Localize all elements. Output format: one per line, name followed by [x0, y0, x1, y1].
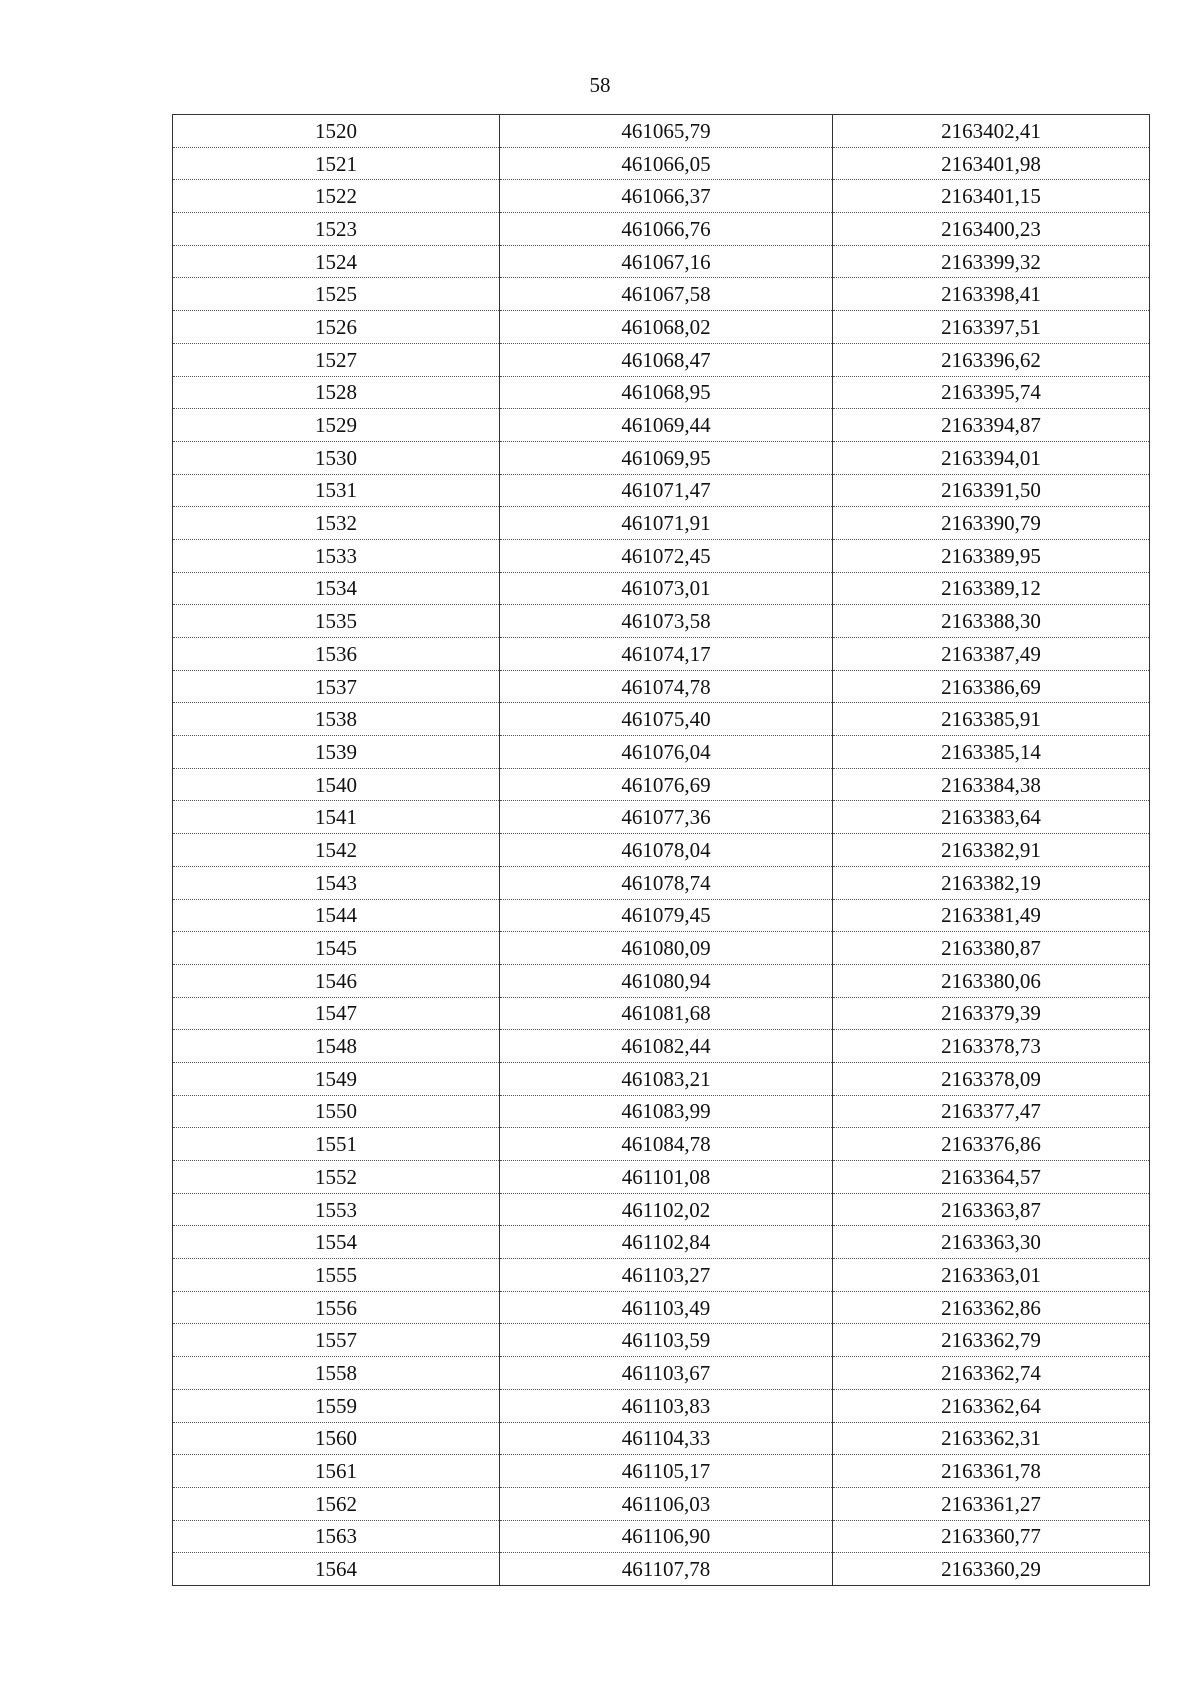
point-number-cell: 1553	[173, 1193, 500, 1226]
point-number-cell: 1522	[173, 180, 500, 213]
x-coordinate-cell: 461104,33	[500, 1422, 833, 1455]
x-coordinate-cell: 461074,78	[500, 670, 833, 703]
y-coordinate-cell: 2163385,14	[833, 736, 1150, 769]
y-coordinate-cell: 2163363,30	[833, 1226, 1150, 1259]
point-number-cell: 1530	[173, 441, 500, 474]
table-row	[173, 1226, 1150, 1259]
table-row	[173, 311, 1150, 344]
y-coordinate-cell: 2163377,47	[833, 1095, 1150, 1128]
table-row	[173, 1128, 1150, 1161]
table-row	[173, 245, 1150, 278]
x-coordinate-cell: 461076,04	[500, 736, 833, 769]
x-coordinate-cell: 461102,02	[500, 1193, 833, 1226]
table-row	[173, 376, 1150, 409]
x-coordinate-cell: 461075,40	[500, 703, 833, 736]
table-row	[173, 703, 1150, 736]
table-row	[173, 1062, 1150, 1095]
y-coordinate-cell: 2163385,91	[833, 703, 1150, 736]
x-coordinate-cell: 461106,90	[500, 1520, 833, 1553]
table-row	[173, 736, 1150, 769]
x-coordinate-cell: 461066,05	[500, 147, 833, 180]
y-coordinate-cell: 2163363,01	[833, 1259, 1150, 1292]
y-coordinate-cell: 2163401,98	[833, 147, 1150, 180]
point-number-cell: 1557	[173, 1324, 500, 1357]
x-coordinate-cell: 461102,84	[500, 1226, 833, 1259]
x-coordinate-cell: 461103,27	[500, 1259, 833, 1292]
table-row	[173, 801, 1150, 834]
y-coordinate-cell: 2163382,91	[833, 834, 1150, 867]
page-number: 58	[589, 73, 611, 97]
x-coordinate-cell: 461103,67	[500, 1357, 833, 1390]
y-coordinate-cell: 2163401,15	[833, 180, 1150, 213]
x-coordinate-cell: 461073,58	[500, 605, 833, 638]
y-coordinate-cell: 2163381,49	[833, 899, 1150, 932]
table-row	[173, 997, 1150, 1030]
point-number-cell: 1527	[173, 343, 500, 376]
point-number-cell: 1539	[173, 736, 500, 769]
table-row	[173, 507, 1150, 540]
point-number-cell: 1521	[173, 147, 500, 180]
point-number-cell: 1535	[173, 605, 500, 638]
table-row	[173, 964, 1150, 997]
x-coordinate-cell: 461105,17	[500, 1455, 833, 1488]
x-coordinate-cell: 461065,79	[500, 115, 833, 148]
point-number-cell: 1551	[173, 1128, 500, 1161]
y-coordinate-cell: 2163396,62	[833, 343, 1150, 376]
y-coordinate-cell: 2163391,50	[833, 474, 1150, 507]
point-number-cell: 1552	[173, 1161, 500, 1194]
x-coordinate-cell: 461107,78	[500, 1553, 833, 1586]
x-coordinate-cell: 461066,37	[500, 180, 833, 213]
x-coordinate-cell: 461078,04	[500, 834, 833, 867]
table-row	[173, 1422, 1150, 1455]
y-coordinate-cell: 2163360,77	[833, 1520, 1150, 1553]
point-number-cell: 1554	[173, 1226, 500, 1259]
table-row	[173, 1259, 1150, 1292]
table-row	[173, 932, 1150, 965]
y-coordinate-cell: 2163362,74	[833, 1357, 1150, 1390]
y-coordinate-cell: 2163384,38	[833, 768, 1150, 801]
y-coordinate-cell: 2163361,78	[833, 1455, 1150, 1488]
y-coordinate-cell: 2163386,69	[833, 670, 1150, 703]
y-coordinate-cell: 2163362,31	[833, 1422, 1150, 1455]
table-row	[173, 115, 1150, 148]
table-row	[173, 1291, 1150, 1324]
point-number-cell: 1533	[173, 539, 500, 572]
x-coordinate-cell: 461068,95	[500, 376, 833, 409]
y-coordinate-cell: 2163362,86	[833, 1291, 1150, 1324]
point-number-cell: 1556	[173, 1291, 500, 1324]
table-row	[173, 180, 1150, 213]
x-coordinate-cell: 461078,74	[500, 866, 833, 899]
y-coordinate-cell: 2163362,64	[833, 1389, 1150, 1422]
table-row	[173, 1357, 1150, 1390]
table-row	[173, 1161, 1150, 1194]
point-number-cell: 1561	[173, 1455, 500, 1488]
point-number-cell: 1564	[173, 1553, 500, 1586]
y-coordinate-cell: 2163378,09	[833, 1062, 1150, 1095]
table-row	[173, 1193, 1150, 1226]
x-coordinate-cell: 461068,02	[500, 311, 833, 344]
table-row	[173, 343, 1150, 376]
x-coordinate-cell: 461067,16	[500, 245, 833, 278]
table-row	[173, 605, 1150, 638]
table-row	[173, 1487, 1150, 1520]
y-coordinate-cell: 2163387,49	[833, 638, 1150, 671]
y-coordinate-cell: 2163397,51	[833, 311, 1150, 344]
point-number-cell: 1532	[173, 507, 500, 540]
y-coordinate-cell: 2163383,64	[833, 801, 1150, 834]
point-number-cell: 1528	[173, 376, 500, 409]
x-coordinate-cell: 461079,45	[500, 899, 833, 932]
point-number-cell: 1558	[173, 1357, 500, 1390]
y-coordinate-cell: 2163378,73	[833, 1030, 1150, 1063]
table-row	[173, 834, 1150, 867]
y-coordinate-cell: 2163380,87	[833, 932, 1150, 965]
point-number-cell: 1545	[173, 932, 500, 965]
y-coordinate-cell: 2163382,19	[833, 866, 1150, 899]
point-number-cell: 1542	[173, 834, 500, 867]
table-row	[173, 1095, 1150, 1128]
y-coordinate-cell: 2163361,27	[833, 1487, 1150, 1520]
x-coordinate-cell: 461101,08	[500, 1161, 833, 1194]
x-coordinate-cell: 461082,44	[500, 1030, 833, 1063]
x-coordinate-cell: 461071,47	[500, 474, 833, 507]
table-row	[173, 572, 1150, 605]
point-number-cell: 1538	[173, 703, 500, 736]
y-coordinate-cell: 2163398,41	[833, 278, 1150, 311]
table-row	[173, 1030, 1150, 1063]
x-coordinate-cell: 461072,45	[500, 539, 833, 572]
y-coordinate-cell: 2163360,29	[833, 1553, 1150, 1586]
point-number-cell: 1559	[173, 1389, 500, 1422]
table-row	[173, 278, 1150, 311]
table-row	[173, 1324, 1150, 1357]
table-row	[173, 866, 1150, 899]
x-coordinate-cell: 461068,47	[500, 343, 833, 376]
y-coordinate-cell: 2163389,12	[833, 572, 1150, 605]
point-number-cell: 1529	[173, 409, 500, 442]
y-coordinate-cell: 2163376,86	[833, 1128, 1150, 1161]
y-coordinate-cell: 2163400,23	[833, 213, 1150, 246]
y-coordinate-cell: 2163399,32	[833, 245, 1150, 278]
table-row	[173, 1455, 1150, 1488]
point-number-cell: 1544	[173, 899, 500, 932]
table-row	[173, 147, 1150, 180]
y-coordinate-cell: 2163402,41	[833, 115, 1150, 148]
y-coordinate-cell: 2163362,79	[833, 1324, 1150, 1357]
x-coordinate-cell: 461074,17	[500, 638, 833, 671]
point-number-cell: 1536	[173, 638, 500, 671]
point-number-cell: 1563	[173, 1520, 500, 1553]
x-coordinate-cell: 461103,59	[500, 1324, 833, 1357]
y-coordinate-cell: 2163389,95	[833, 539, 1150, 572]
table-row	[173, 638, 1150, 671]
point-number-cell: 1549	[173, 1062, 500, 1095]
point-number-cell: 1540	[173, 768, 500, 801]
y-coordinate-cell: 2163363,87	[833, 1193, 1150, 1226]
table-row	[173, 441, 1150, 474]
point-number-cell: 1520	[173, 115, 500, 148]
y-coordinate-cell: 2163380,06	[833, 964, 1150, 997]
point-number-cell: 1526	[173, 311, 500, 344]
x-coordinate-cell: 461071,91	[500, 507, 833, 540]
x-coordinate-cell: 461069,95	[500, 441, 833, 474]
point-number-cell: 1531	[173, 474, 500, 507]
x-coordinate-cell: 461067,58	[500, 278, 833, 311]
table-row	[173, 768, 1150, 801]
x-coordinate-cell: 461080,09	[500, 932, 833, 965]
y-coordinate-cell: 2163394,01	[833, 441, 1150, 474]
point-number-cell: 1548	[173, 1030, 500, 1063]
x-coordinate-cell: 461083,21	[500, 1062, 833, 1095]
y-coordinate-cell: 2163388,30	[833, 605, 1150, 638]
x-coordinate-cell: 461084,78	[500, 1128, 833, 1161]
point-number-cell: 1525	[173, 278, 500, 311]
table-row	[173, 213, 1150, 246]
y-coordinate-cell: 2163394,87	[833, 409, 1150, 442]
y-coordinate-cell: 2163364,57	[833, 1161, 1150, 1194]
x-coordinate-cell: 461077,36	[500, 801, 833, 834]
coordinates-table-body	[173, 115, 1150, 1586]
table-row	[173, 1553, 1150, 1586]
point-number-cell: 1537	[173, 670, 500, 703]
table-row	[173, 409, 1150, 442]
point-number-cell: 1524	[173, 245, 500, 278]
x-coordinate-cell: 461103,49	[500, 1291, 833, 1324]
coordinates-table	[172, 114, 1150, 1586]
point-number-cell: 1523	[173, 213, 500, 246]
x-coordinate-cell: 461069,44	[500, 409, 833, 442]
x-coordinate-cell: 461103,83	[500, 1389, 833, 1422]
x-coordinate-cell: 461080,94	[500, 964, 833, 997]
table-row	[173, 474, 1150, 507]
point-number-cell: 1550	[173, 1095, 500, 1128]
x-coordinate-cell: 461083,99	[500, 1095, 833, 1128]
table-row	[173, 539, 1150, 572]
point-number-cell: 1547	[173, 997, 500, 1030]
x-coordinate-cell: 461106,03	[500, 1487, 833, 1520]
point-number-cell: 1541	[173, 801, 500, 834]
table-row	[173, 899, 1150, 932]
x-coordinate-cell: 461076,69	[500, 768, 833, 801]
x-coordinate-cell: 461066,76	[500, 213, 833, 246]
table-row	[173, 670, 1150, 703]
x-coordinate-cell: 461081,68	[500, 997, 833, 1030]
table-row	[173, 1389, 1150, 1422]
point-number-cell: 1534	[173, 572, 500, 605]
point-number-cell: 1562	[173, 1487, 500, 1520]
y-coordinate-cell: 2163390,79	[833, 507, 1150, 540]
x-coordinate-cell: 461073,01	[500, 572, 833, 605]
point-number-cell: 1543	[173, 866, 500, 899]
y-coordinate-cell: 2163379,39	[833, 997, 1150, 1030]
point-number-cell: 1555	[173, 1259, 500, 1292]
table-row	[173, 1520, 1150, 1553]
y-coordinate-cell: 2163395,74	[833, 376, 1150, 409]
point-number-cell: 1546	[173, 964, 500, 997]
point-number-cell: 1560	[173, 1422, 500, 1455]
